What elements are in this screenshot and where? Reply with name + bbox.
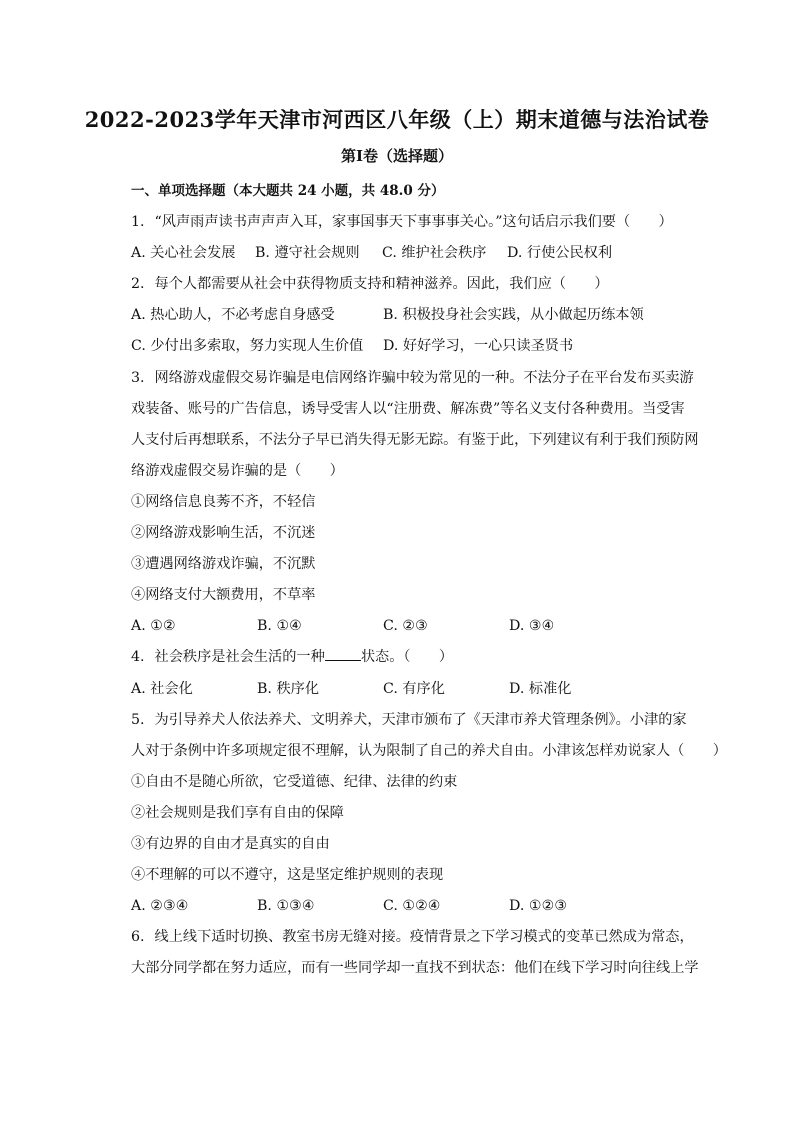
question-4-stem — [131, 642, 691, 673]
question-1-options — [131, 238, 691, 269]
question-text: “风声雨声读书声声声入耳，家事国事天下事事事关心。”这句话启示我们要（ ） — [154, 214, 673, 231]
option-d: D. 好好学习，一心只读圣贤书 — [383, 338, 574, 355]
question-3-item-3: ③遭遇网络游戏诈骗，不沉默 — [131, 556, 316, 573]
question-6-stem-line-2: 大部分同学都在努力适应，而有一些同学却一直找不到状态：他们在线下学习时向往线上学 — [131, 960, 699, 977]
question-number: 6. — [131, 929, 145, 946]
section-heading: 一、单项选择题（本大题共 24 小题，共 48.0 分） — [131, 183, 445, 199]
question-3-item-4: ④网络支付大额费用，不草率 — [131, 587, 316, 604]
question-text: 线上线下适时切换、教室书房无缝对接。疫情背景之下学习模式的变革已然成为常态， — [154, 929, 694, 946]
option-d: D. ③④ — [509, 618, 555, 635]
question-2-options-row-2 — [131, 331, 691, 362]
option-c: C. ①②④ — [383, 898, 441, 915]
question-number: 5. — [131, 711, 145, 728]
option-d: D. 行使公民权利 — [507, 245, 613, 262]
option-a: A. 关心社会发展 — [131, 245, 236, 262]
question-number: 2. — [131, 276, 145, 293]
option-a: A. 社会化 — [131, 680, 193, 697]
question-5-stem-line-2: 人对于条例中许多项规定很不理解，认为限制了自己的养犬自由。小津该怎样劝说家人（ ） — [131, 742, 727, 759]
question-5-item-4: ④不理解的可以不遵守，这是坚定维护规则的表现 — [131, 867, 444, 884]
question-3-stem-line-2: 戏装备、账号的广告信息，诱导受害人以“注册费、解冻费”等名义支付各种费用。当受害 — [131, 400, 685, 417]
question-4-options — [131, 674, 691, 705]
question-5-stem-line-1 — [131, 705, 691, 736]
question-5-item-3: ③有边界的自由才是真实的自由 — [131, 835, 330, 852]
question-3-item-1: ①网络信息良莠不齐，不轻信 — [131, 493, 316, 510]
option-a: A. ②③④ — [131, 898, 189, 915]
question-3-stem-line-3: 人支付后再想联系，不法分子早已消失得无影无踪。有鉴于此，下列建议有利于我们预防网 — [131, 431, 699, 448]
option-b: B. ①③④ — [257, 898, 315, 915]
question-text-after-blank: 状态。（ ） — [360, 649, 454, 666]
question-5-item-1: ①自由不是随心所欲，它受道德、纪律、法律的约束 — [131, 773, 458, 790]
option-b: B. 积极投身社会实践，从小做起历练本领 — [383, 307, 644, 324]
question-text: 每个人都需要从社会中获得物质支持和精神滋养。因此，我们应（ ） — [154, 276, 609, 293]
option-c: C. 有序化 — [383, 680, 445, 697]
question-2-stem — [131, 269, 691, 300]
option-c: C. 维护社会秩序 — [382, 245, 487, 262]
question-3-item-2: ②网络游戏影响生活，不沉迷 — [131, 525, 316, 542]
question-text-before-blank: 社会秩序是社会生活的一种 — [154, 649, 325, 666]
question-2-options-row-1 — [131, 300, 691, 331]
option-c: C. 少付出多索取，努力实现人生价值 — [131, 338, 364, 355]
exam-content — [131, 176, 727, 984]
question-1-stem — [131, 207, 691, 238]
question-text: 为引导养犬人依法养犬、文明养犬，天津市颁布了《天津市养犬管理条例》。小津的家 — [154, 711, 687, 728]
question-number: 3. — [131, 369, 145, 386]
exam-subtitle: 第I卷（选择题） — [340, 147, 454, 165]
option-b: B. 遵守社会规则 — [255, 245, 360, 262]
question-3-stem-line-1 — [131, 363, 694, 394]
question-5-options — [131, 891, 691, 922]
question-text: 网络游戏虚假交易诈骗是电信网络诈骗中较为常见的一种。不法分子在平台发布买卖游 — [154, 369, 694, 386]
question-5-item-2: ②社会规则是我们享有自由的保障 — [131, 804, 344, 821]
option-a: A. ①② — [131, 618, 176, 635]
question-number: 1. — [131, 214, 145, 231]
question-3-options — [131, 611, 691, 642]
exam-title: 2022-2023学年天津市河西区八年级（上）期末道德与法治试卷 — [84, 107, 710, 132]
option-b: B. ①④ — [257, 618, 302, 635]
option-b: B. 秩序化 — [257, 680, 320, 697]
fill-in-blank — [325, 646, 361, 661]
option-d: D. ①②③ — [509, 898, 568, 915]
option-d: D. 标准化 — [509, 680, 572, 697]
option-c: C. ②③ — [383, 618, 428, 635]
question-number: 4. — [131, 649, 145, 666]
question-3-stem-line-4: 络游戏虚假交易诈骗的是（ ） — [131, 462, 344, 479]
question-6-stem-line-1 — [131, 922, 694, 953]
option-a: A. 热心助人，不必考虑自身感受 — [131, 307, 335, 324]
